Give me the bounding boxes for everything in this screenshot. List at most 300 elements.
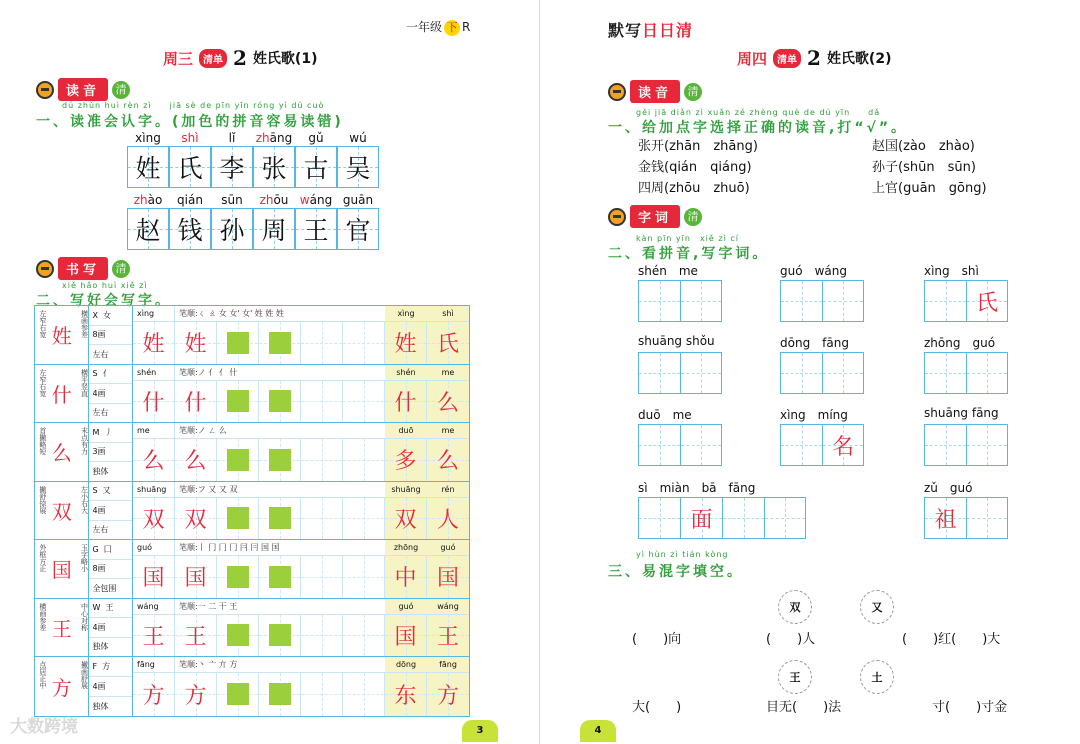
initial-letter: G (92, 544, 99, 554)
brand-part-b: 日日清 (642, 21, 694, 40)
practice-box[interactable] (301, 673, 343, 716)
word-pinyin (385, 482, 469, 497)
practice-box[interactable] (133, 381, 175, 423)
char-pinyin (343, 192, 373, 208)
practice-box[interactable] (343, 673, 385, 716)
practice-box[interactable] (217, 381, 259, 423)
char-row-2 (127, 192, 379, 250)
stroke-hint-block (269, 390, 291, 412)
word-boxes (924, 352, 1008, 394)
title-day: 周四 (737, 49, 768, 68)
structure: 全包围 (92, 583, 117, 593)
word-char: 氏 (436, 332, 459, 358)
radical: 又 (102, 486, 111, 496)
bee-icon (608, 83, 626, 101)
practice-box[interactable] (217, 322, 259, 364)
filled-char: 面 (690, 507, 713, 533)
char-text: 孙 (219, 216, 245, 245)
practice-box[interactable] (343, 615, 385, 657)
practice-box[interactable] (175, 322, 217, 364)
word-pinyin: zǔ guó (924, 481, 973, 495)
word-char: 么 (436, 449, 459, 475)
word-pinyin (385, 306, 469, 321)
writing-row (35, 306, 469, 365)
write-box[interactable] (924, 424, 966, 466)
word-box[interactable] (385, 556, 427, 598)
char-pinyin: xìng (133, 306, 175, 321)
char-meta (88, 540, 132, 598)
practice-header (133, 306, 469, 322)
char-pinyin (349, 130, 366, 146)
write-box[interactable] (822, 280, 864, 322)
practice-box[interactable] (217, 498, 259, 540)
model-char: 么 (51, 441, 72, 466)
initial-letter: X (92, 310, 98, 320)
practice-boxes (133, 556, 469, 598)
lesson-number: 2 (233, 46, 247, 70)
trace-char: 什 (142, 390, 165, 416)
pinyin-part: guān (342, 193, 374, 207)
write-box[interactable] (822, 352, 864, 394)
practice-box[interactable] (217, 439, 259, 481)
char-pinyin: guó (133, 540, 175, 555)
question2-pinyin: kàn pīn yīn xiě zì cí (636, 234, 739, 243)
practice-boxes (133, 381, 469, 423)
practice-box[interactable] (343, 498, 385, 540)
page-number: 3 (462, 720, 498, 742)
stroke-count: 4画 (89, 618, 132, 638)
option-item[interactable]: 上官(guān gōng) (872, 181, 987, 196)
word-char: 国 (394, 624, 417, 650)
practice-box[interactable] (343, 439, 385, 481)
word-box[interactable] (385, 615, 427, 657)
word-pinyin-1: duō (398, 426, 414, 435)
practice-box[interactable] (217, 615, 259, 657)
word-pinyin-2: shì (442, 309, 454, 318)
practice-box[interactable] (301, 439, 343, 481)
char-meta (88, 423, 132, 481)
practice-box[interactable] (175, 498, 217, 540)
trace-char: 么 (184, 449, 207, 475)
lesson-name: 姓氏歌(1) (252, 51, 318, 67)
word-box[interactable] (385, 381, 427, 423)
write-box[interactable] (680, 497, 722, 539)
model-char: 什 (51, 382, 72, 407)
trace-char: 王 (142, 624, 165, 650)
char-pinyin: wáng (133, 599, 175, 614)
bee-icon (36, 260, 54, 278)
char-pinyin (177, 192, 203, 208)
write-box[interactable] (780, 424, 822, 466)
stroke-hint-block (269, 332, 291, 354)
stroke-hint-block (227, 390, 249, 412)
question1-pinyin: dú zhǔn huì rèn zì jiā sè de pīn yīn róng yì dú cuò (62, 101, 325, 110)
word-box[interactable] (427, 673, 469, 716)
word-pinyin (385, 365, 469, 380)
right-page (540, 0, 1080, 744)
practice-box[interactable] (175, 381, 217, 423)
write-box[interactable] (780, 352, 822, 394)
writing-row (35, 423, 469, 482)
practice-area (132, 540, 469, 598)
char-pinyin (135, 130, 161, 146)
fill-blank[interactable]: 目无( )法 (766, 700, 842, 715)
stroke-count: 8画 (89, 560, 132, 580)
char-box (169, 208, 211, 250)
word-box[interactable] (385, 322, 427, 364)
word-grid (638, 479, 806, 539)
word-boxes (780, 280, 864, 322)
write-box[interactable] (924, 352, 966, 394)
word-pinyin: zhōng guó (924, 336, 996, 350)
word-box[interactable] (427, 439, 469, 481)
writing-tip: 中心对称 (80, 602, 89, 631)
structure: 左右 (92, 349, 109, 359)
letter-radical (89, 599, 132, 619)
word-box[interactable] (427, 556, 469, 598)
write-box[interactable] (680, 424, 722, 466)
practice-header (133, 365, 469, 381)
write-box[interactable] (822, 424, 864, 466)
write-box[interactable] (924, 497, 966, 539)
char-cell (169, 192, 211, 250)
word-boxes (780, 352, 864, 394)
trace-char: 国 (184, 566, 207, 592)
stroke-hint-block (269, 624, 291, 646)
char-box (253, 208, 295, 250)
practice-header (133, 599, 469, 615)
practice-box[interactable] (343, 322, 385, 364)
leaf-icon: 清 (112, 81, 130, 99)
char-pinyin (260, 192, 289, 208)
pinyin-part: qián (177, 193, 203, 207)
write-box[interactable] (924, 280, 966, 322)
word-boxes (638, 280, 722, 322)
practice-area (132, 423, 469, 481)
writing-tip: 点居正中 (38, 661, 47, 689)
word-boxes (924, 424, 1008, 466)
char-cell (337, 130, 379, 188)
brand-part-a: 默写 (608, 21, 643, 40)
writing-tip: 左窄右宽 (38, 368, 47, 397)
pinyin-part: xìng (135, 131, 161, 145)
pinyin-part: ōu (273, 193, 289, 207)
char-box (127, 208, 169, 250)
word-char: 人 (436, 507, 459, 533)
practice-box[interactable] (259, 615, 301, 657)
grade-label (406, 18, 470, 36)
fill-blank[interactable]: 寸( )寸金 (932, 700, 1008, 715)
word-pinyin-2: me (441, 426, 455, 435)
section-tag-reading (608, 80, 702, 103)
word-pinyin-1: shuāng (391, 484, 421, 494)
pinyin-part: lǐ (228, 131, 236, 145)
char-pinyin: shén (133, 365, 175, 380)
radical: 丿 (104, 427, 113, 437)
practice-box[interactable] (301, 615, 343, 657)
practice-box[interactable] (133, 439, 175, 481)
word-pinyin: shuāng shǒu (638, 334, 715, 348)
grade-edition: R (462, 20, 471, 34)
practice-box[interactable] (259, 498, 301, 540)
practice-box[interactable] (133, 556, 175, 598)
word-box[interactable] (427, 322, 469, 364)
write-box[interactable] (966, 424, 1008, 466)
write-box[interactable] (680, 352, 722, 394)
char-box (295, 146, 337, 188)
writing-row (35, 657, 469, 716)
writing-tip: 横画参差 (80, 310, 89, 338)
watermark-text: 大数跨境 (10, 717, 78, 737)
practice-box[interactable] (259, 322, 301, 364)
word-char: 双 (394, 507, 417, 533)
practice-box[interactable] (301, 498, 343, 540)
stroke-hint-block (227, 332, 249, 354)
word-pinyin: xìng míng (780, 408, 848, 422)
char-text: 张 (261, 154, 287, 183)
trace-char: 双 (184, 507, 207, 533)
practice-box[interactable] (259, 673, 301, 716)
question1-pinyin: gěi jiā diǎn zì xuǎn zé zhèng què de dú yīn dǎ (636, 108, 881, 117)
option-item[interactable]: 金钱(qián qiáng) (638, 160, 752, 175)
practice-box[interactable] (175, 673, 217, 716)
letter-radical (89, 306, 132, 326)
radical: 亻 (102, 369, 111, 379)
practice-area (132, 599, 469, 657)
practice-header (133, 423, 469, 439)
choice-char-2: 又 (860, 590, 894, 624)
word-pinyin-2: fāng (439, 660, 457, 669)
word-pinyin-2: guó (440, 543, 456, 552)
word-pinyin: shuāng fāng (924, 406, 999, 420)
writing-tip: 撇画舒展 (80, 661, 89, 689)
practice-box[interactable] (259, 556, 301, 598)
filled-char: 氏 (975, 290, 998, 316)
char-text: 官 (345, 216, 371, 245)
word-pinyin-2: me (441, 367, 455, 377)
initial-letter: S (92, 486, 98, 496)
practice-area (132, 482, 469, 540)
char-box (253, 146, 295, 188)
practice-box[interactable] (175, 615, 217, 657)
char-pinyin (308, 130, 323, 146)
fill-blank[interactable]: ( )人 (766, 632, 816, 647)
word-pinyin: dōng fāng (780, 336, 849, 350)
choice-char-1: 双 (778, 590, 812, 624)
practice-header (133, 482, 469, 498)
char-pinyin: me (133, 423, 175, 438)
writing-row (35, 365, 469, 424)
practice-box[interactable] (343, 556, 385, 598)
bee-icon (608, 208, 626, 226)
word-char: 什 (394, 390, 417, 416)
writing-tip: 左小右大 (80, 485, 89, 514)
char-text: 李 (219, 154, 245, 183)
grade-text: 一年级 (406, 20, 443, 34)
word-box[interactable] (427, 498, 469, 540)
stroke-hint-block (227, 449, 249, 471)
char-text: 氏 (177, 154, 203, 183)
trace-char: 姓 (142, 332, 165, 358)
word-char: 王 (436, 624, 459, 650)
word-boxes (638, 424, 722, 466)
question2-text: 二、看拼音,写字词。 (608, 246, 770, 262)
stroke-hint-block (269, 507, 291, 529)
practice-box[interactable] (301, 322, 343, 364)
writing-row (35, 482, 469, 541)
structure: 独体 (92, 466, 109, 476)
char-text: 姓 (135, 154, 161, 183)
practice-box[interactable] (301, 381, 343, 423)
word-pinyin: guó wáng (780, 264, 847, 278)
char-box (337, 208, 379, 250)
leaf-icon: 清 (684, 83, 702, 101)
model-char: 王 (51, 616, 72, 641)
char-meta (88, 482, 132, 540)
word-boxes (924, 497, 1008, 539)
writing-table (34, 305, 470, 717)
char-cell (169, 130, 211, 188)
option-item[interactable]: 孙子(shūn sūn) (872, 160, 976, 175)
fill-blank[interactable]: ( )红( )大 (902, 632, 1001, 647)
char-text: 吴 (345, 154, 371, 183)
bee-icon (36, 81, 54, 99)
practice-box[interactable] (133, 322, 175, 364)
pinyin-highlight: w (299, 193, 310, 207)
brand-logo (608, 18, 693, 41)
word-box[interactable] (427, 381, 469, 423)
practice-box[interactable] (133, 615, 175, 657)
word-char: 姓 (394, 332, 417, 358)
char-pinyin (300, 192, 332, 208)
writing-tip: 玉字略小 (80, 544, 89, 572)
practice-boxes (133, 615, 469, 657)
question2-text: 二、写好会写字。 (36, 293, 172, 309)
initial-letter: W (92, 603, 101, 613)
word-box[interactable] (385, 498, 427, 540)
pinyin-part: gǔ (308, 131, 324, 145)
char-pinyin (181, 130, 198, 146)
char-cell (211, 192, 253, 250)
option-item[interactable]: 赵国(zào zhào) (872, 139, 975, 154)
initial-letter: S (92, 369, 98, 379)
write-box[interactable] (638, 424, 680, 466)
leaf-icon: 清 (112, 260, 130, 278)
write-box[interactable] (764, 497, 806, 539)
write-box[interactable] (638, 280, 680, 322)
question2-pinyin: xiě hǎo huì xiě zì (62, 281, 148, 290)
question1-text: 一、读准会认字。(加色的拼音容易读错) (36, 114, 344, 130)
word-pinyin-2: wáng (437, 601, 459, 611)
letter-radical (89, 482, 132, 502)
word-grid (638, 262, 722, 322)
stroke-count: 8画 (89, 326, 132, 346)
filled-char: 祖 (934, 507, 957, 533)
trace-char: 姓 (184, 332, 207, 358)
word-box[interactable] (385, 673, 427, 716)
write-box[interactable] (966, 497, 1008, 539)
write-box[interactable] (966, 280, 1008, 322)
word-pinyin (385, 599, 469, 614)
practice-area (132, 657, 469, 716)
radical: 囗 (103, 544, 112, 554)
pinyin-highlight: zh (259, 193, 274, 207)
lesson-number: 2 (807, 46, 821, 70)
trace-char: 什 (184, 390, 207, 416)
option-item[interactable]: 四周(zhōu zhuō) (638, 181, 750, 196)
char-text: 钱 (177, 216, 203, 245)
char-meta (88, 365, 132, 423)
option-item[interactable]: 张开(zhān zhāng) (638, 139, 758, 154)
filled-char: 名 (831, 434, 854, 460)
word-grid (780, 334, 864, 394)
word-box[interactable] (385, 439, 427, 481)
char-meta (88, 657, 132, 716)
pinyin-part: āng (269, 131, 293, 145)
lesson-name: 姓氏歌(2) (826, 51, 892, 67)
word-grid (780, 262, 864, 322)
word-char: 方 (436, 683, 459, 709)
practice-box[interactable] (217, 673, 259, 716)
practice-box[interactable] (301, 556, 343, 598)
word-grid (924, 334, 1008, 394)
write-box[interactable] (638, 497, 680, 539)
word-pinyin-1: xìng (397, 309, 415, 318)
word-boxes (638, 497, 806, 539)
practice-box[interactable] (133, 673, 175, 716)
practice-box[interactable] (259, 381, 301, 423)
section-tag-label: 字词 (630, 205, 680, 228)
stroke-hint-block (227, 566, 249, 588)
write-box[interactable] (966, 352, 1008, 394)
practice-box[interactable] (175, 439, 217, 481)
char-row-1 (127, 130, 379, 188)
word-pinyin: duō me (638, 408, 692, 422)
practice-box[interactable] (259, 439, 301, 481)
choice-char-4: 土 (860, 660, 894, 694)
word-box[interactable] (427, 615, 469, 657)
stroke-count: 4画 (89, 384, 132, 404)
practice-box[interactable] (217, 556, 259, 598)
write-box[interactable] (680, 280, 722, 322)
fill-blank[interactable]: 大( ) (632, 700, 682, 715)
practice-box[interactable] (133, 498, 175, 540)
initial-letter: F (92, 661, 98, 671)
model-char: 方 (51, 675, 72, 700)
fill-blank[interactable]: ( )向 (632, 632, 682, 647)
pinyin-part: áng (309, 193, 333, 207)
structure: 左右 (92, 525, 109, 535)
writing-tip: 末点有力 (80, 427, 89, 455)
practice-box[interactable] (343, 381, 385, 423)
section-tag-words (608, 205, 702, 228)
word-pinyin-1: zhōng (393, 543, 419, 552)
stroke-hint-block (227, 507, 249, 529)
char-meta (88, 599, 132, 657)
write-box[interactable] (638, 352, 680, 394)
char-box (127, 146, 169, 188)
char-text: 古 (303, 154, 329, 183)
section-tag-label: 读音 (630, 80, 680, 103)
write-box[interactable] (780, 280, 822, 322)
question3-pinyin: yì hùn zì tián kòng (636, 550, 729, 559)
leaf-icon: 清 (684, 208, 702, 226)
word-char: 多 (394, 449, 417, 475)
word-pinyin: sì miàn bā fāng (638, 481, 756, 495)
practice-box[interactable] (175, 556, 217, 598)
char-text: 王 (303, 216, 329, 245)
write-box[interactable] (722, 497, 764, 539)
